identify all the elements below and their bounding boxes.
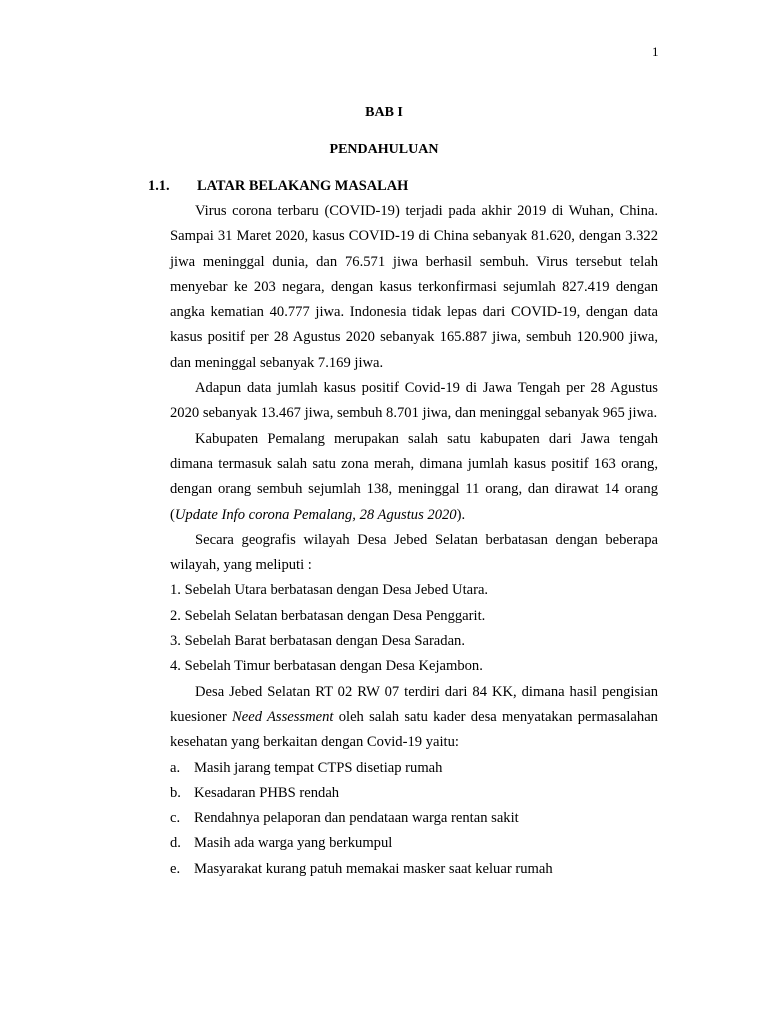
chapter-title: PENDAHULUAN bbox=[329, 142, 439, 157]
list-item bbox=[170, 756, 658, 781]
list-letter: a. bbox=[170, 759, 181, 776]
paragraph-covid-global: Virus corona terbaru (COVID-19) terjadi pada akhir 2019 di Wuhan, China. Sampai 31 Maret 2020, kasus COVID-19 di China sebanyak 81.620, dengan 3.322 jiwa meninggal dunia, dan 76.571 jiwa berhasil sembuh. Virus tersebut telah menyebar ke 203 negara, dengan kasus terkonfirmasi sejumlah 827.419 dengan angka kematian 40.777 jiwa. Indonesia tidak lepas dari COVID-19, dengan data kasus positif per 28 Agustus 2020 sebanyak 165.887 jiwa, sembuh 120.900 jiwa, dan meninggal sebanyak 7.169 jiwa. bbox=[170, 203, 658, 371]
list-item bbox=[170, 806, 658, 831]
assessment-text: Desa Jebed Selatan RT 02 RW 07 terdiri dari 84 KK, dimana hasil pengisian kuesioner bbox=[170, 683, 658, 725]
list-text: Kesadaran PHBS rendah bbox=[194, 784, 340, 801]
list-item bbox=[170, 857, 658, 882]
list-letter: d. bbox=[170, 835, 181, 852]
list-text: Masyarakat kurang patuh memakai masker saat keluar rumah bbox=[194, 860, 553, 877]
chapter-label: BAB I bbox=[365, 105, 403, 120]
list-letter: b. bbox=[170, 784, 181, 801]
border-list bbox=[170, 578, 658, 679]
list-letter: e. bbox=[170, 860, 181, 877]
paragraph-need-assessment bbox=[170, 680, 658, 756]
list-text: Rendahnya pelaporan dan pendataan warga rentan sakit bbox=[194, 810, 519, 827]
list-item bbox=[170, 831, 658, 856]
paragraph-geography: Secara geografis wilayah Desa Jebed Selatan berbatasan dengan beberapa wilayah, yang meliputi : bbox=[170, 531, 658, 574]
list-item: 1. Sebelah Utara berbatasan dengan Desa Jebed Utara. bbox=[170, 582, 489, 599]
pemalang-text-end: ). bbox=[456, 506, 466, 523]
body-content bbox=[170, 199, 658, 882]
list-text: Masih jarang tempat CTPS disetiap rumah bbox=[194, 759, 443, 776]
list-item: 3. Sebelah Barat berbatasan dengan Desa Saradan. bbox=[170, 633, 465, 650]
section-heading bbox=[148, 178, 408, 195]
section-title: LATAR BELAKANG MASALAH bbox=[197, 178, 409, 194]
paragraph-pemalang bbox=[170, 427, 658, 528]
section-number: 1.1. bbox=[148, 178, 170, 194]
problem-list bbox=[170, 756, 658, 882]
list-text: Masih ada warga yang berkumpul bbox=[194, 835, 393, 852]
assessment-text-end: oleh salah satu kader desa menyatakan permasalahan kesehatan yang berkaitan dengan Covid-19 yaitu: bbox=[170, 708, 658, 751]
pemalang-text: Kabupaten Pemalang merupakan salah satu kabupaten dari Jawa tengah dimana termasuk salah satu zona merah, dimana jumlah kasus positif 163 orang, dengan orang sembuh sejumlah 138, meninggal 11 orang, dan dirawat 14 orang ( bbox=[170, 430, 658, 523]
paragraph-jawa-tengah: Adapun data jumlah kasus positif Covid-19 di Jawa Tengah per 28 Agustus 2020 sebanyak 13.467 jiwa, sembuh 8.701 jiwa, dan meninggal sebanyak 965 jiwa. bbox=[170, 380, 658, 422]
list-item bbox=[170, 781, 658, 806]
list-letter: c. bbox=[170, 810, 181, 827]
page-number: 1 bbox=[652, 44, 659, 59]
list-item: 4. Sebelah Timur berbatasan dengan Desa Kejambon. bbox=[170, 658, 483, 675]
pemalang-source: Update Info corona Pemalang, 28 Agustus 2020 bbox=[174, 506, 457, 523]
list-item: 2. Sebelah Selatan berbatasan dengan Desa Penggarit. bbox=[170, 607, 486, 624]
assessment-term: Need Assessment bbox=[232, 708, 334, 725]
